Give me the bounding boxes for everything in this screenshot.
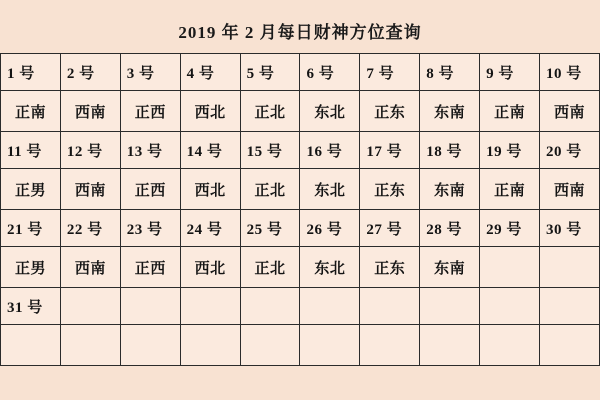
table-cell: 东北 [300, 247, 360, 288]
table-cell: 正北 [240, 169, 300, 210]
table-cell: 15 号 [240, 132, 300, 169]
table-cell: 正西 [120, 91, 180, 132]
table-cell: 东北 [300, 169, 360, 210]
table-cell: 12 号 [60, 132, 120, 169]
table-row [1, 325, 600, 366]
wealth-god-direction-table [0, 53, 600, 366]
page-title: 2019 年 2 月每日财神方位查询 [178, 23, 422, 42]
table-cell: 西南 [540, 169, 600, 210]
table-cell-empty [360, 325, 420, 366]
table-cell: 26 号 [300, 210, 360, 247]
table-cell: 25 号 [240, 210, 300, 247]
table-cell: 27 号 [360, 210, 420, 247]
table-row [1, 288, 600, 325]
table-cell: 10 号 [540, 54, 600, 91]
table-cell: 3 号 [120, 54, 180, 91]
bottom-spacer [0, 366, 600, 372]
table-row [1, 210, 600, 247]
table-cell: 正东 [360, 247, 420, 288]
table-cell: 西北 [180, 91, 240, 132]
table-cell-empty [480, 325, 540, 366]
table-cell-empty [480, 288, 540, 325]
table-cell: 21 号 [1, 210, 61, 247]
table-cell: 正东 [360, 91, 420, 132]
table-cell: 东南 [420, 169, 480, 210]
table-cell-empty [180, 325, 240, 366]
table-cell-empty [180, 288, 240, 325]
table-cell: 16 号 [300, 132, 360, 169]
table-cell: 正男 [1, 169, 61, 210]
table-cell: 14 号 [180, 132, 240, 169]
table-cell: 西北 [180, 169, 240, 210]
table-cell: 正北 [240, 91, 300, 132]
table-cell-empty [480, 247, 540, 288]
table-cell-empty [420, 325, 480, 366]
table-row [1, 54, 600, 91]
table-cell: 22 号 [60, 210, 120, 247]
table-cell: 30 号 [540, 210, 600, 247]
table-row [1, 132, 600, 169]
table-row [1, 169, 600, 210]
table-cell-empty [1, 325, 61, 366]
table-body [1, 54, 600, 366]
table-cell: 正南 [1, 91, 61, 132]
table-cell-empty [120, 288, 180, 325]
table-cell-empty [540, 325, 600, 366]
table-cell-empty [120, 325, 180, 366]
table-cell-empty [240, 325, 300, 366]
table-cell: 17 号 [360, 132, 420, 169]
table-cell: 20 号 [540, 132, 600, 169]
table-cell: 正西 [120, 247, 180, 288]
table-row [1, 247, 600, 288]
table-cell: 2 号 [60, 54, 120, 91]
table-cell: 西北 [180, 247, 240, 288]
table-cell-empty [300, 325, 360, 366]
table-cell: 西南 [60, 169, 120, 210]
table-cell: 9 号 [480, 54, 540, 91]
table-cell-empty [540, 247, 600, 288]
table-cell: 东南 [420, 247, 480, 288]
table-cell: 8 号 [420, 54, 480, 91]
table-cell: 29 号 [480, 210, 540, 247]
table-cell: 东南 [420, 91, 480, 132]
table-cell: 正南 [480, 169, 540, 210]
table-cell: 13 号 [120, 132, 180, 169]
table-cell: 11 号 [1, 132, 61, 169]
table-cell: 31 号 [1, 288, 61, 325]
table-cell-empty [60, 288, 120, 325]
table-cell: 正南 [480, 91, 540, 132]
table-cell-empty [300, 288, 360, 325]
table-row [1, 91, 600, 132]
table-cell: 西南 [540, 91, 600, 132]
table-cell: 6 号 [300, 54, 360, 91]
table-cell: 东北 [300, 91, 360, 132]
table-cell-empty [360, 288, 420, 325]
table-cell: 28 号 [420, 210, 480, 247]
table-cell-empty [540, 288, 600, 325]
table-cell: 正西 [120, 169, 180, 210]
table-cell-empty [420, 288, 480, 325]
table-cell: 1 号 [1, 54, 61, 91]
table-cell-empty [240, 288, 300, 325]
table-cell-empty [60, 325, 120, 366]
table-cell: 西南 [60, 91, 120, 132]
table-cell: 24 号 [180, 210, 240, 247]
table-cell: 正东 [360, 169, 420, 210]
table-cell: 4 号 [180, 54, 240, 91]
table-cell: 19 号 [480, 132, 540, 169]
table-cell: 正男 [1, 247, 61, 288]
table-cell: 18 号 [420, 132, 480, 169]
table-cell: 23 号 [120, 210, 180, 247]
table-cell: 7 号 [360, 54, 420, 91]
table-cell: 西南 [60, 247, 120, 288]
table-cell: 正北 [240, 247, 300, 288]
table-cell: 5 号 [240, 54, 300, 91]
